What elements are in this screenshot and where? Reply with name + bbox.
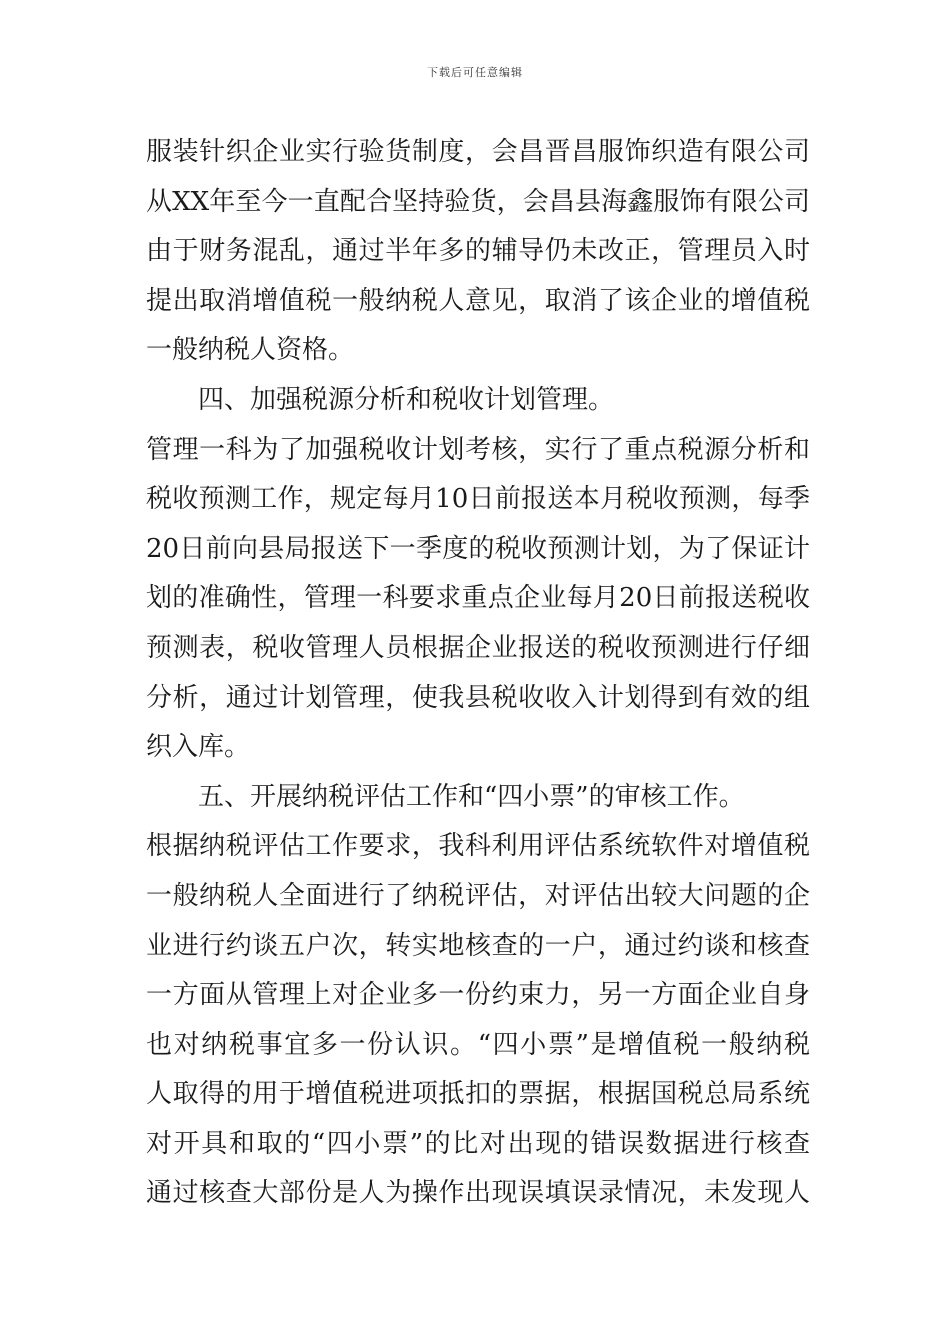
body-line: 税收预测工作，规定每月10日前报送本月税收预测，每季 xyxy=(146,484,810,515)
section-heading: 五、开展纳税评估工作和“四小票”的审核工作。 xyxy=(198,781,745,812)
body-line: 对开具和取的“四小票”的比对出现的错误数据进行核查 xyxy=(146,1128,810,1159)
body-line: 服装针织企业实行验货制度，会昌晋昌服饰织造有限公司 xyxy=(146,137,810,167)
body-line: 分析，通过计划管理，使我县税收收入计划得到有效的组 xyxy=(146,682,810,713)
body-line: 通过核查大部份是人为操作出现误填误录情况，未发现人 xyxy=(146,1178,810,1209)
body-line: 由于财务混乱，通过半年多的辅导仍未改正，管理员入时 xyxy=(146,236,810,267)
section-heading: 四、加强税源分析和税收计划管理。 xyxy=(198,384,615,415)
body-line: 管理一科为了加强税收计划考核，实行了重点税源分析和 xyxy=(146,434,810,465)
body-line: 提出取消增值税一般纳税人意见，取消了该企业的增值税 xyxy=(146,285,810,316)
body-line: 一般纳税人资格。 xyxy=(146,335,355,366)
body-line: 人取得的用于增值税进项抵扣的票据，根据国税总局系统 xyxy=(146,1079,810,1110)
body-line: 一方面从管理上对企业多一份约束力，另一方面企业自身 xyxy=(146,980,810,1011)
body-line: 预测表，税收管理人员根据企业报送的税收预测进行仔细 xyxy=(146,632,810,663)
body-line: 也对纳税事宜多一份认识。“四小票”是增值税一般纳税 xyxy=(146,1029,810,1060)
body-line: 划的准确性，管理一科要求重点企业每月20日前报送税收 xyxy=(146,583,810,614)
body-line: 一般纳税人全面进行了纳税评估，对评估出较大问题的企 xyxy=(146,880,810,911)
body-line: 织入库。 xyxy=(146,732,251,763)
body-line: 业进行约谈五户次，转实地核查的一户，通过约谈和核查 xyxy=(146,930,810,961)
body-line: 根据纳税评估工作要求，我科利用评估系统软件对增值税 xyxy=(146,831,810,862)
document-body xyxy=(146,128,810,1219)
page-header: 下载后可任意编辑 xyxy=(427,66,523,79)
body-line: 20日前向县局报送下一季度的税收预测计划，为了保证计 xyxy=(146,533,810,564)
body-line: 从XX年至今一直配合坚持验货，会昌县海鑫服饰有限公司 xyxy=(146,186,810,217)
